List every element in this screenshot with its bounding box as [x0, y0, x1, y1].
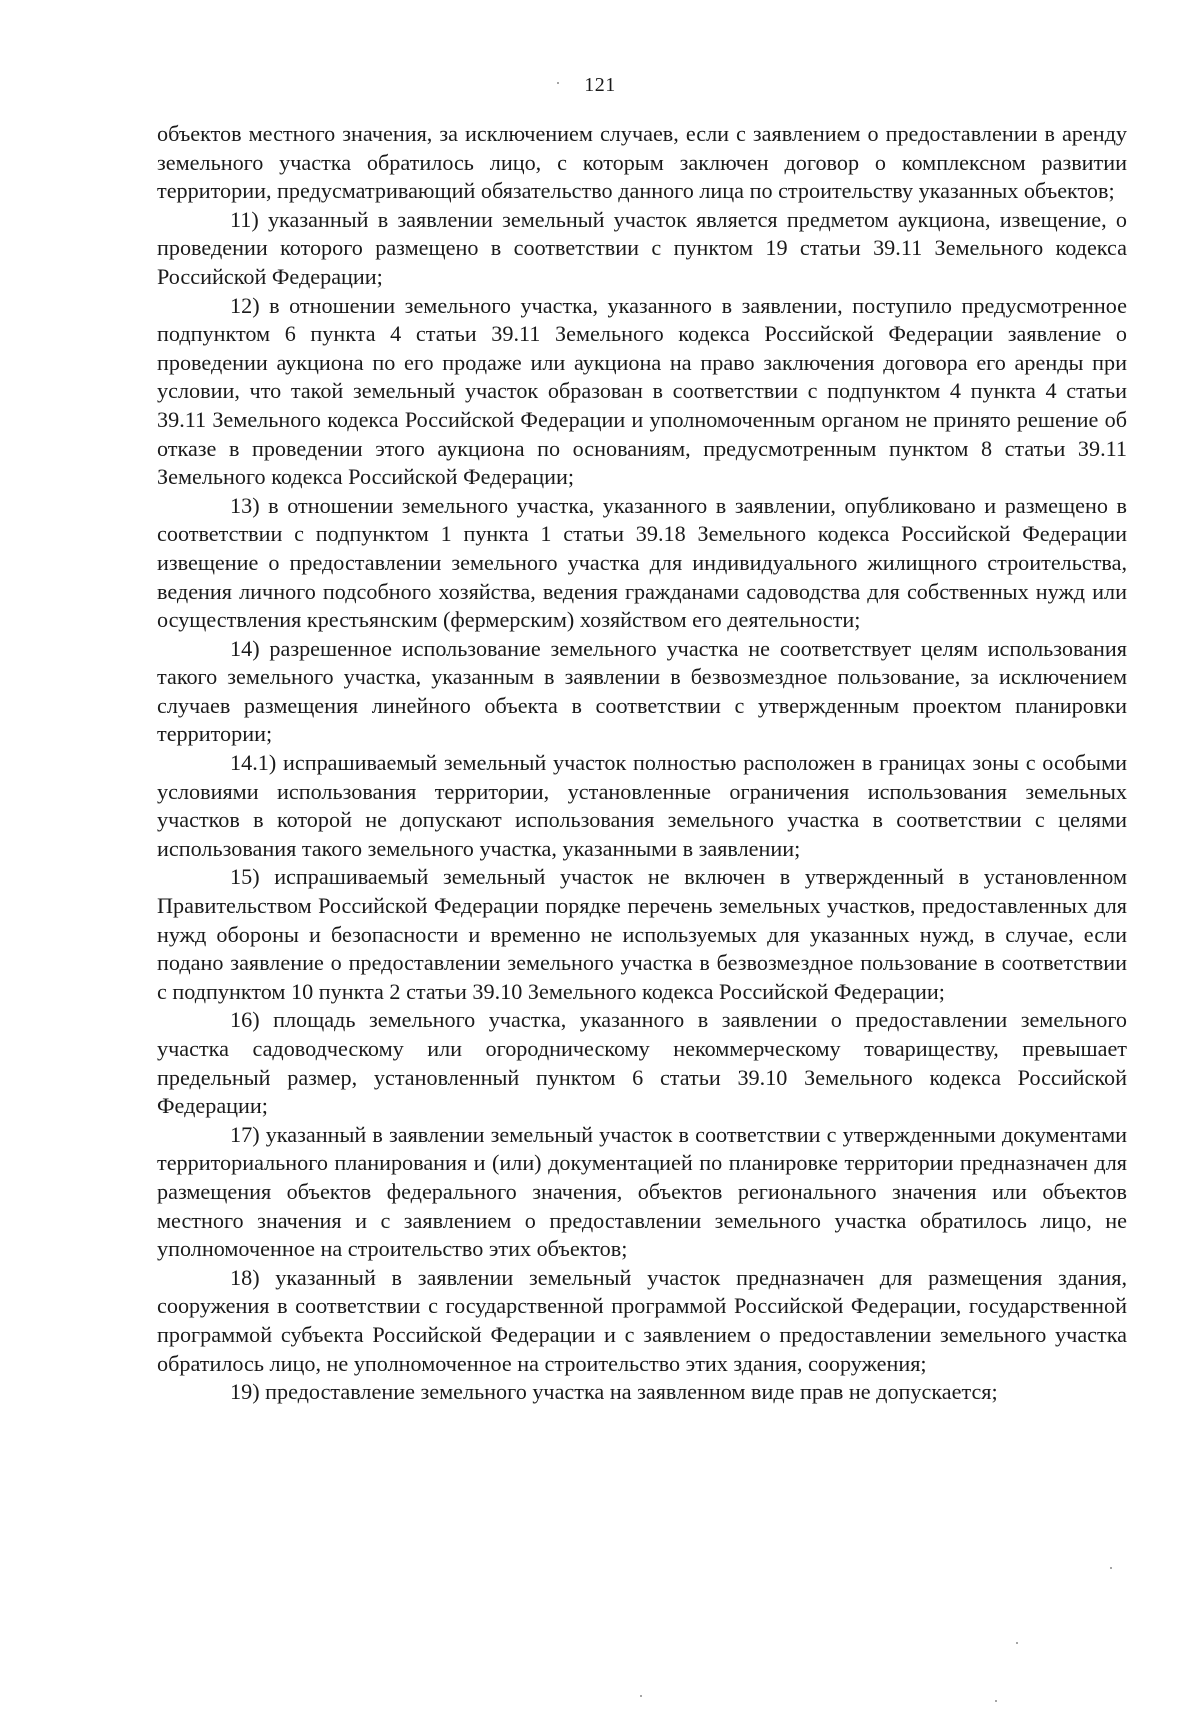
body-text [157, 120, 1127, 1407]
scan-speck [1016, 1642, 1018, 1644]
paragraph-item-14: 14) разрешенное использование земельного участка не соответствует целям использования такого земельного участка, указанным в заявлении в безвозмездное пользование, за исключением случаев размещения линейного объекта в соответствии с утвержденным проектом планировки территории; [157, 635, 1127, 747]
paragraph-item-17: 17) указанный в заявлении земельный участок в соответствии с утвержденными документами территориального планирования и (или) документацией по планировке территории предназначен для размещения объектов федерального значения, объектов регионального значения или объектов местного значения и с заявлением о предоставлении земельного участка обратилось лицо, не уполномоченное на строительство этих объектов; [157, 1121, 1127, 1262]
scan-speck [557, 82, 559, 84]
page-number: 121 [584, 74, 616, 96]
paragraph-item-18: 18) указанный в заявлении земельный участок предназначен для размещения здания, сооружения в соответствии с государственной программой Российской Федерации, государственной программой субъекта Российской Федерации и с заявлением о предоставлении земельного участка обратилось лицо, не уполномоченное на строительство этих здания, сооружения; [157, 1264, 1127, 1376]
paragraph-item-12: 12) в отношении земельного участка, указанного в заявлении, поступило предусмотренное подпунктом 6 пункта 4 статьи 39.11 Земельного кодекса Российской Федерации заявление о проведении аукциона по его продаже или аукциона на право заключения договора его аренды при условии, что такой земельный участок образован в соответствии с подпунктом 4 пункта 4 статьи 39.11 Земельного кодекса Российской Федерации и уполномоченным органом не принято решение об отказе в проведении этого аукциона по основаниям, предусмотренным пунктом 8 статьи 39.11 Земельного кодекса Российской Федерации; [157, 292, 1127, 490]
scan-speck [1110, 1567, 1112, 1569]
paragraph-continuation: объектов местного значения, за исключением случаев, если с заявлением о предоставлении в аренду земельного участка обратилось лицо, с которым заключен договор о комплексном развитии территории, предусматривающий обязательство данного лица по строительству указанных объектов; [157, 121, 1127, 204]
scan-speck [995, 1700, 997, 1702]
paragraph-item-15: 15) испрашиваемый земельный участок не включен в утвержденный в установленном Правительством Российской Федерации порядке перечень земельных участков, предоставленных для нужд обороны и безопасности и временно не используемых для указанных нужд, в случае, если подано заявление о предоставлении земельного участка в безвозмездное пользование в соответствии с подпунктом 10 пункта 2 статьи 39.10 Земельного кодекса Российской Федерации; [157, 864, 1127, 1004]
paragraph-item-11: 11) указанный в заявлении земельный участок является предметом аукциона, извещение, о проведении которого размещено в соответствии с пунктом 19 статьи 39.11 Земельного кодекса Российской Федерации; [157, 206, 1127, 289]
paragraph-item-14-1: 14.1) испрашиваемый земельный участок полностью расположен в границах зоны с особыми условиями использования территории, установленные ограничения использования земельных участков в которой не допускают использования земельного участка в соответствии с целями использования такого земельного участка, указанными в заявлении; [157, 750, 1127, 861]
scan-speck [640, 1695, 642, 1697]
paragraph-item-13: 13) в отношении земельного участка, указанного в заявлении, опубликовано и размещено в соответствии с подпунктом 1 пункта 1 статьи 39.18 Земельного кодекса Российской Федерации извещение о предоставлении земельного участка для индивидуального жилищного строительства, ведения личного подсобного хозяйства, ведения гражданами садоводства для собственных нужд или осуществления крестьянским (фермерским) хозяйством его деятельности; [157, 492, 1127, 633]
paragraph-item-19: 19) предоставление земельного участка на заявленном виде прав не допускается; [230, 1379, 998, 1405]
paragraph-item-16: 16) площадь земельного участка, указанного в заявлении о предоставлении земельного участка садоводческому или огородническому некоммерческому товариществу, превышает предельный размер, установленный пунктом 6 статьи 39.10 Земельного кодекса Российской Федерации; [157, 1007, 1127, 1119]
